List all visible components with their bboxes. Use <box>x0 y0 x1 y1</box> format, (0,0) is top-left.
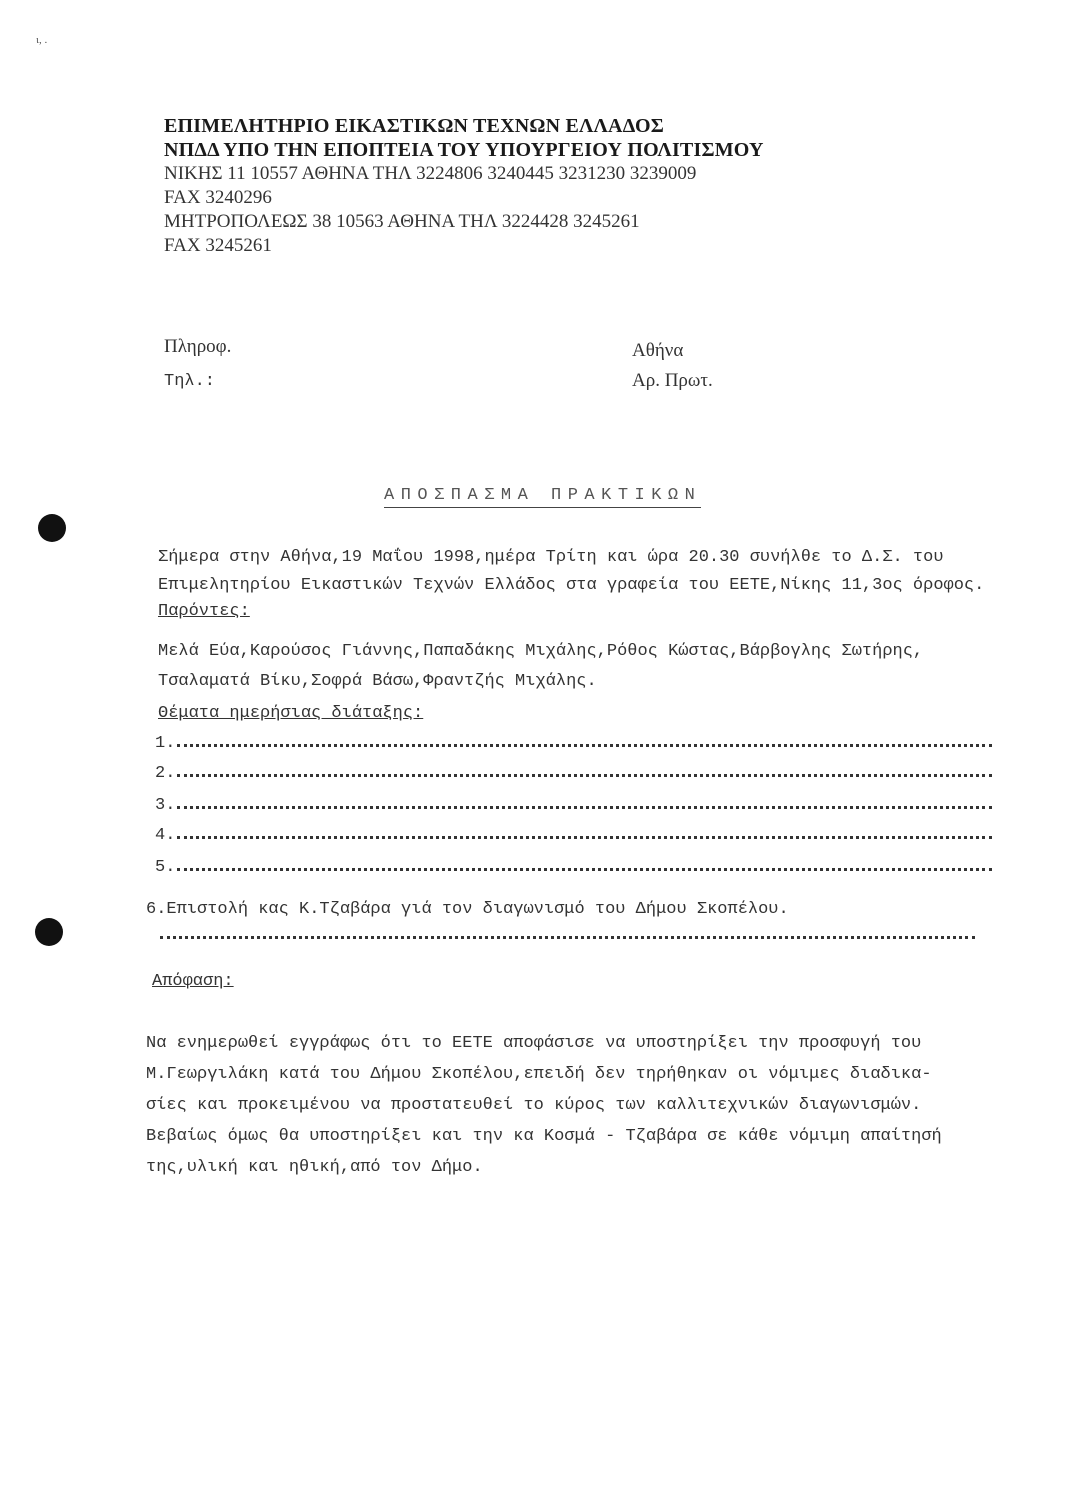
dotted-line <box>177 866 992 871</box>
decision-heading: Απόφαση: <box>152 972 234 991</box>
dotted-line <box>160 934 975 939</box>
letterhead-org-name: ΕΠΙΜΕΛΗΤΗΡΙΟ ΕΙΚΑΣΤΙΚΩΝ ΤΕΧΝΩΝ ΕΛΛΑΔΟΣ <box>164 115 664 137</box>
info-city-label: Αθήνα <box>632 340 684 361</box>
decision-line-1: Να ενημερωθεί εγγράφως ότι το ΕΕΤΕ αποφάσισε να υποστηρίξει την προσφυγή του <box>146 1034 922 1053</box>
letterhead-fax-1: FAX 3240296 <box>164 187 272 208</box>
corner-mark: ι, . <box>36 34 48 46</box>
agenda-item-number: 4. <box>155 826 176 845</box>
agenda-item-5 <box>155 858 992 877</box>
decision-text <box>146 1028 1016 1183</box>
agenda-item-4 <box>155 826 992 845</box>
decision-line-2: Μ.Γεωργιλάκη κατά του Δήμου Σκοπέλου,επειδή δεν τηρήθηκαν οι νόμιμες διαδικα- <box>146 1065 932 1084</box>
decision-line-4: Βεβαίως όμως θα υποστηρίξει και την κα Κοσμά - Τζαβάρα σε κάθε νόμιμη απαίτησή <box>146 1127 942 1146</box>
body-line-1: Σήμερα στην Αθήνα,19 Μαΐου 1998,ημέρα Τρίτη και ώρα 20.30 συνήλθε το Δ.Σ. του <box>158 548 944 567</box>
dotted-line <box>177 742 992 747</box>
decision-line-3: σίες και προκειμένου να προστατευθεί το κύρος των καλλιτεχνικών διαγωνισμών. <box>146 1096 922 1115</box>
present-heading: Παρόντες: <box>158 602 250 621</box>
document-title: ΑΠΟΣΠΑΣΜΑ ΠΡΑΚΤΙΚΩΝ <box>384 486 701 508</box>
info-inquiries-label: Πληροφ. <box>164 336 232 357</box>
agenda-heading: Θέματα ημερήσιας διάταξης: <box>158 704 424 723</box>
punch-hole-top <box>38 514 66 542</box>
punch-hole-bottom <box>35 918 63 946</box>
agenda-item-1 <box>155 734 992 753</box>
agenda-item-2 <box>155 764 992 783</box>
agenda-item-3 <box>155 796 992 815</box>
decision-line-5: της,υλική και ηθική,από τον Δήμο. <box>146 1158 483 1177</box>
info-protocol-label: Αρ. Πρωτ. <box>632 370 713 391</box>
agenda-item-number: 5. <box>155 858 176 877</box>
dotted-line <box>177 834 992 839</box>
letterhead-org-status: ΝΠΔΔ ΥΠΟ ΤΗΝ ΕΠΟΠΤΕΙΑ ΤΟΥ ΥΠΟΥΡΓΕΙΟΥ ΠΟΛΙΤΙΣΜΟΥ <box>164 139 764 161</box>
agenda-item-number: 3. <box>155 796 176 815</box>
agenda-item-number: 1. <box>155 734 176 753</box>
info-left <box>164 336 231 391</box>
present-line-1: Μελά Εύα,Καρούσος Γιάννης,Παπαδάκης Μιχάλης,Ρόθος Κώστας,Βάρβογλης Σωτήρης, <box>158 642 924 661</box>
agenda-item-6-continuation <box>158 926 975 945</box>
agenda-item-6: 6.Επιστολή κας Κ.Τζαβάρα γιά τον διαγωνισμό του Δήμου Σκοπέλου. <box>146 900 789 919</box>
dotted-line <box>177 772 992 777</box>
letterhead-address-1: ΝΙΚΗΣ 11 10557 ΑΘΗΝΑ ΤΗΛ 3224806 3240445 3231230 3239009 <box>164 163 697 184</box>
letterhead <box>164 114 864 258</box>
agenda-item-number: 2. <box>155 764 176 783</box>
present-line-2: Τσαλαματά Βίκυ,Σοφρά Βάσω,Φραντζής Μιχάλης. <box>158 672 597 691</box>
letterhead-address-2: ΜΗΤΡΟΠΟΛΕΩΣ 38 10563 ΑΘΗΝΑ ΤΗΛ 3224428 3245261 <box>164 211 640 232</box>
dotted-line <box>177 804 992 809</box>
body-line-2: Επιμελητηρίου Εικαστικών Τεχνών Ελλάδος στα γραφεία του ΕΕΤΕ,Νίκης 11,3ος όροφος. <box>158 576 985 595</box>
info-right <box>632 336 713 396</box>
info-phone-label: Τηλ.: <box>164 372 216 391</box>
letterhead-fax-2: FAX 3245261 <box>164 235 272 256</box>
